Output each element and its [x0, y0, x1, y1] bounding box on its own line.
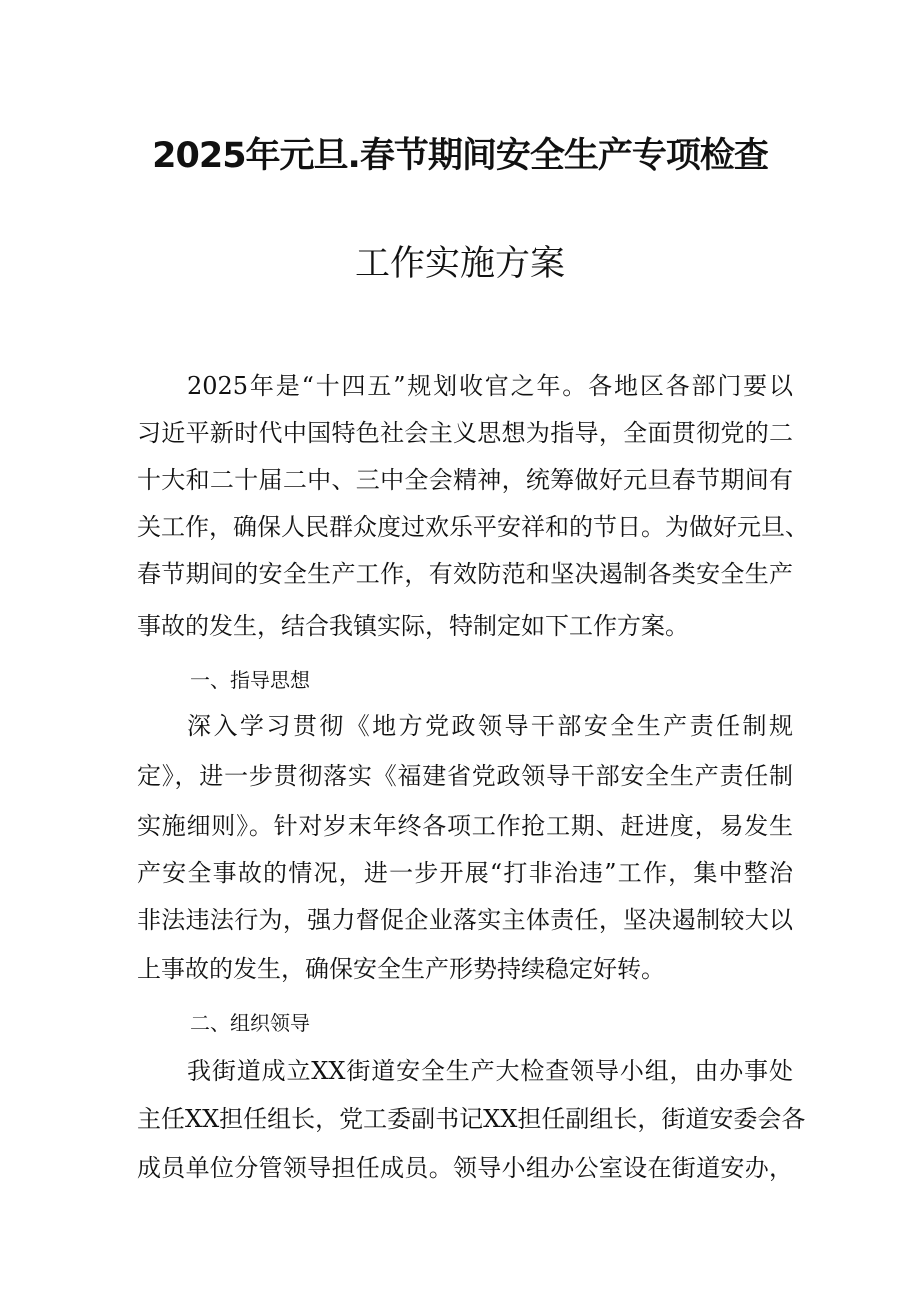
section1-line: 深入学习贯彻《地方党政领导干部安全生产责任制规 [187, 712, 793, 740]
section-heading-organization-leadership: 二、组织领导 [190, 1011, 310, 1035]
intro-line: 关工作，确保人民群众度过欢乐平安祥和的节日。为做好元旦、 [137, 513, 809, 541]
section1-line: 定》，进一步贯彻落实《福建省党政领导干部安全生产责任制 [137, 762, 793, 790]
section-heading-guiding-ideology: 一、指导思想 [190, 668, 310, 692]
intro-line: 春节期间的安全生产工作，有效防范和坚决遏制各类安全生产 [137, 560, 793, 588]
section1-line: 产安全事故的情况，进一步开展“打非治违”工作，集中整治 [137, 859, 793, 887]
section1-line: 非法违法行为，强力督促企业落实主体责任，坚决遏制较大以 [137, 906, 793, 934]
section1-line: 实施细则》。针对岁末年终各项工作抢工期、赶进度，易发生 [137, 812, 793, 840]
document-title-line-1: 2025年元旦.春节期间安全生产专项检查 [152, 136, 768, 176]
section1-line: 上事故的发生，确保安全生产形势持续稳定好转。 [137, 955, 665, 983]
section2-line: 主任XX担任组长，党工委副书记XX担任副组长，街道安委会各 [137, 1105, 806, 1133]
section2-line: 我街道成立XX街道安全生产大检查领导小组，由办事处 [187, 1057, 793, 1085]
section2-line: 成员单位分管领导担任成员。领导小组办公室设在街道安办， [137, 1154, 793, 1182]
intro-line: 习近平新时代中国特色社会主义思想为指导，全面贯彻党的二 [137, 419, 793, 447]
intro-line: 十大和二十届二中、三中全会精神，统筹做好元旦春节期间有 [137, 466, 793, 494]
intro-line: 事故的发生，结合我镇实际，特制定如下工作方案。 [137, 612, 689, 640]
intro-line: 2025年是“十四五”规划收官之年。各地区各部门要以 [187, 372, 793, 400]
document-title-line-2: 工作实施方案 [354, 244, 565, 284]
